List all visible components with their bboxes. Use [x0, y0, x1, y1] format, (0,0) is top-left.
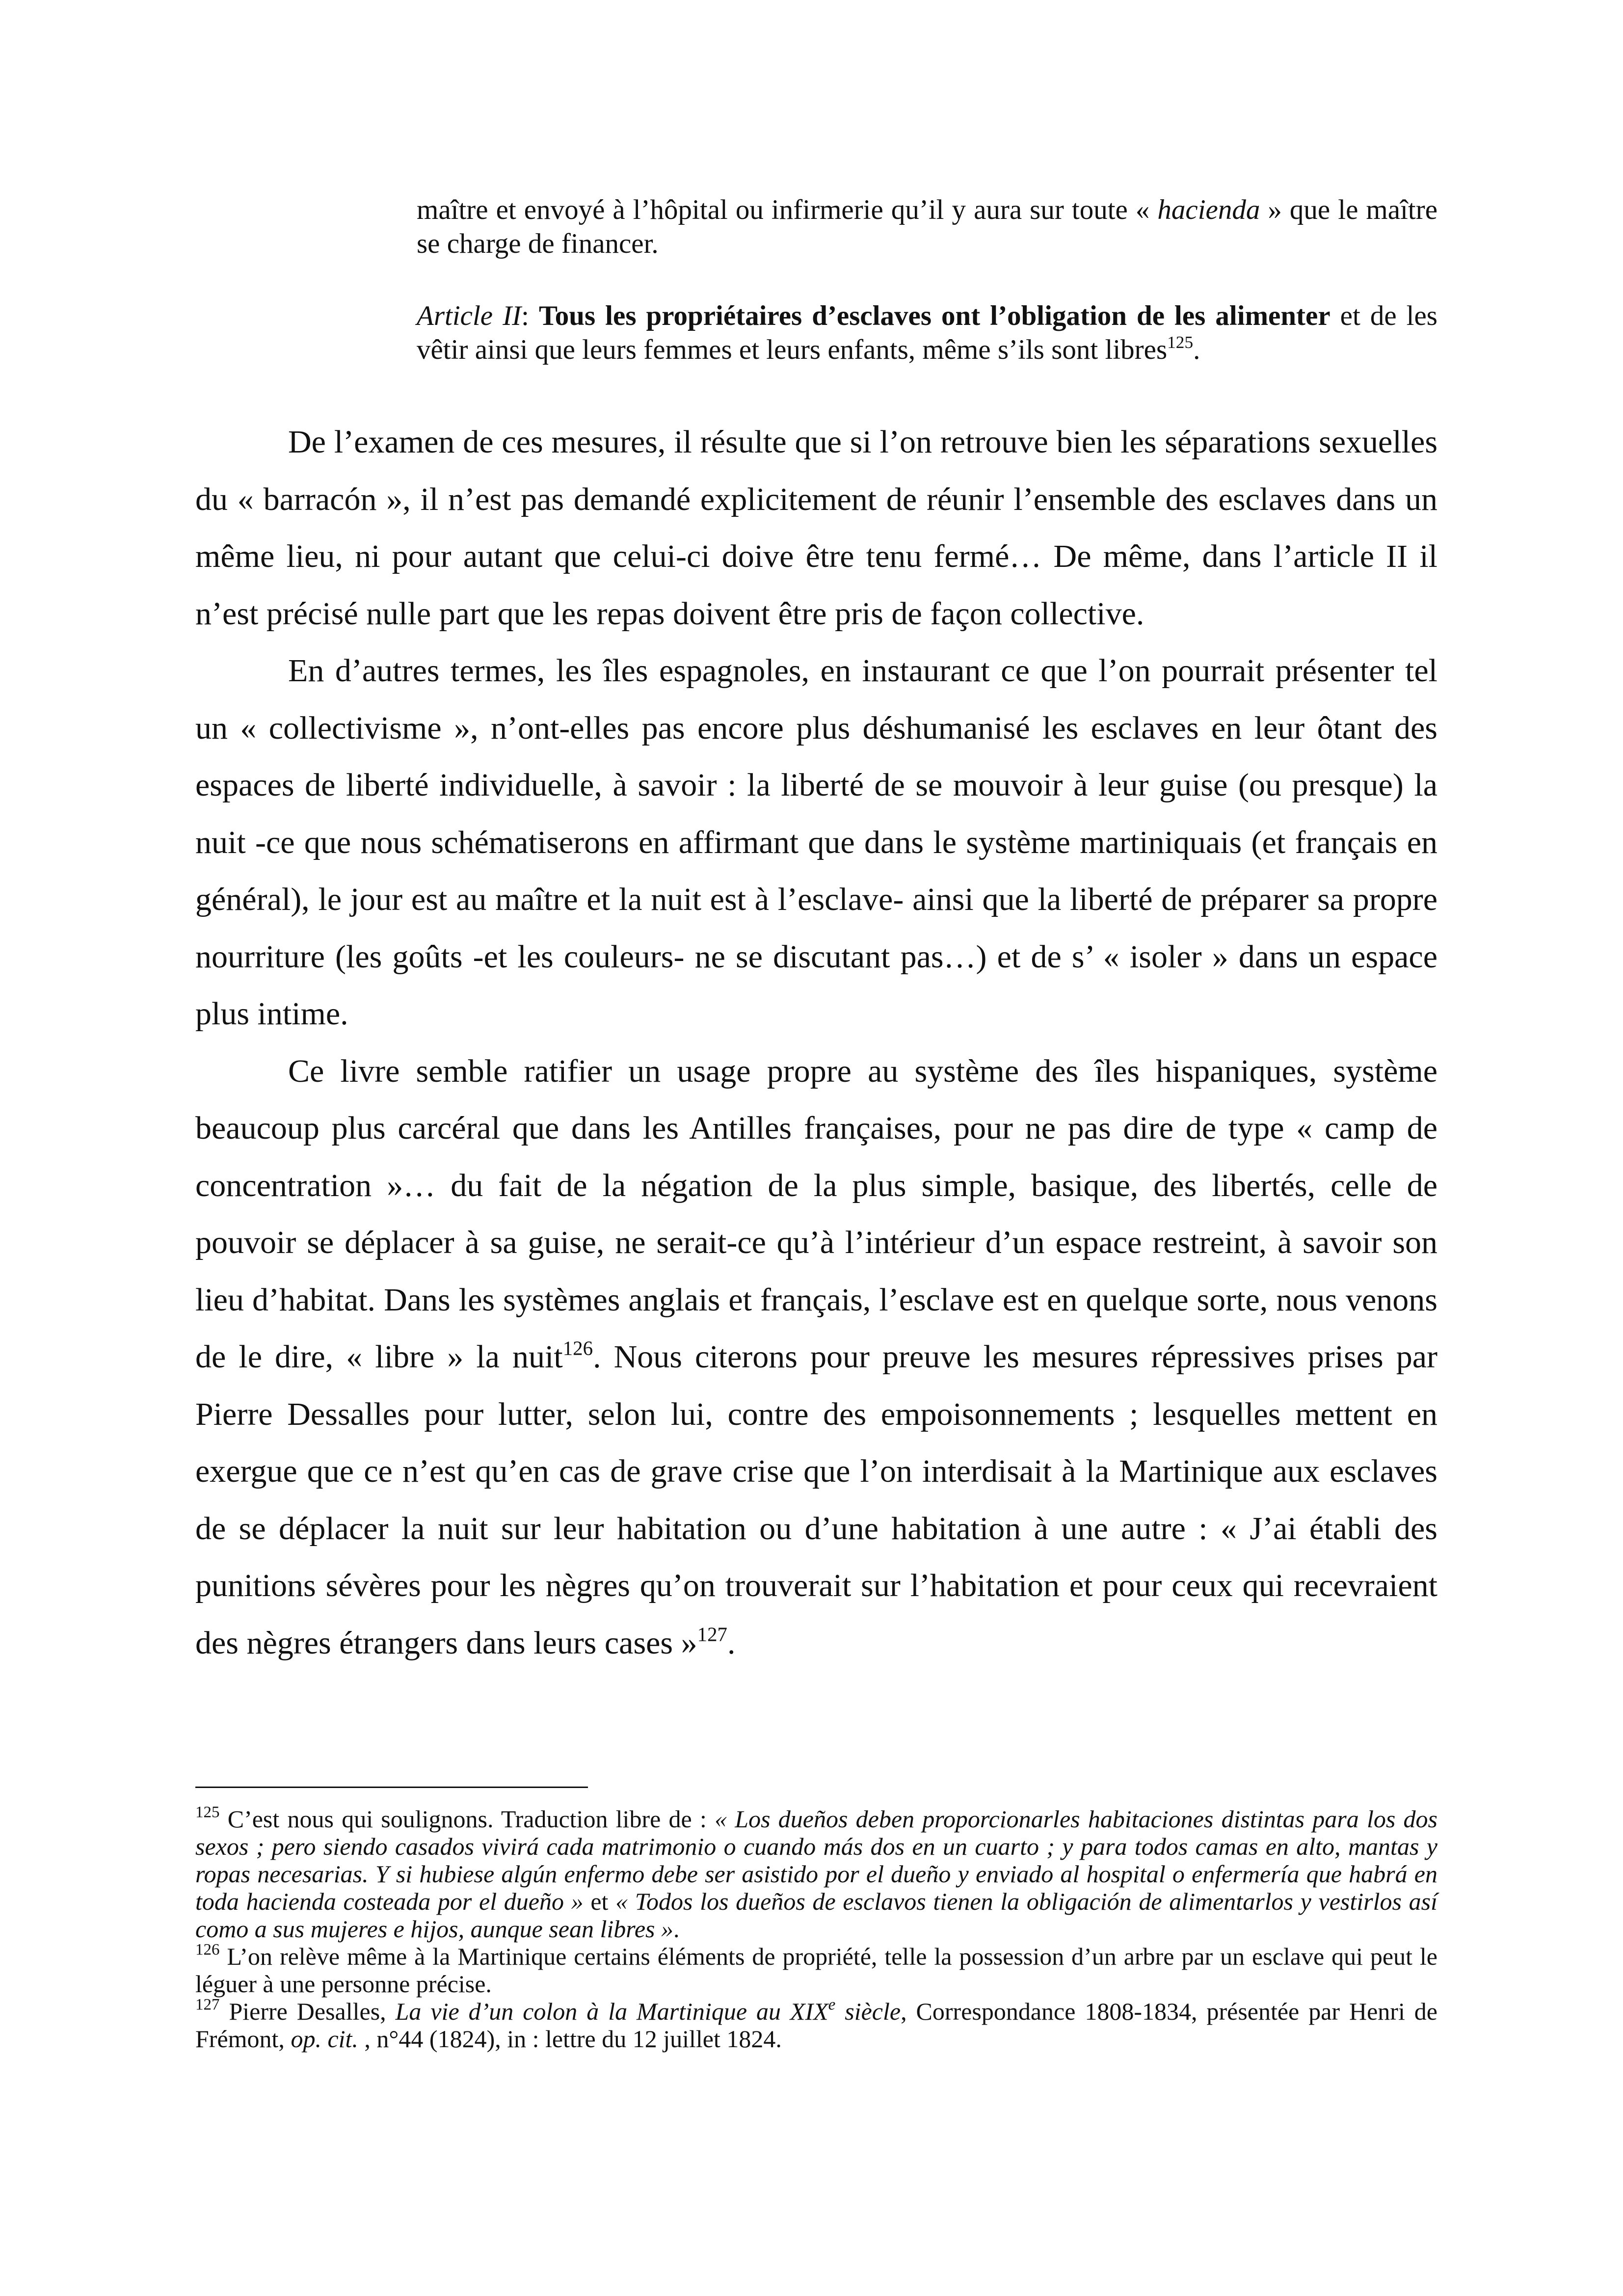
footnote-number: 125 [195, 1803, 220, 1821]
footnotes [195, 1805, 1437, 2053]
footnote-ref-125[interactable]: 125 [1167, 333, 1194, 352]
article-label: Article II [417, 300, 522, 331]
footnote-text: . [673, 1915, 680, 1943]
footnote-125 [195, 1805, 1437, 1943]
footnote-text: Pierre Desalles, [219, 1998, 396, 2025]
footnote-text: , Correspondance 1808-1834, présentée par Henri de Frémont, [195, 1998, 1437, 2053]
paragraph-text: . Nous citerons pour preuve les mesures répressives prises par Pierre Dessalles pour lutter, selon lui, contre des empoisonnements ; lesquelles mettent en exergue que ce n’est qu’en cas de grave crise que l’on interdisait à la Martinique aux esclaves de se déplacer la nuit sur leur habitation ou d’une habitation à une autre : « J’ai établi des punitions sévères pour les nègres qu’on trouverait sur l’habitation et pour ceux qui recevraient des nègres étrangers dans leurs cases » [195, 1339, 1437, 1661]
quote-text: . [1193, 334, 1200, 365]
century-superscript: e [828, 1996, 836, 2014]
paragraph-text: Ce livre semble ratifier un usage propre au système des îles hispaniques, système beaucoup plus carcéral que dans les Antilles françaises, pour ne pas dire de type « camp de concentration »… du fait de la négation de la plus simple, basique, des libertés, celle de pouvoir se déplacer à sa guise, ne serait-ce qu’à l’intérieur d’un espace restreint, à savoir son lieu d’habitat. Dans les systèmes anglais et français, l’esclave est en quelque sorte, nous venons de le dire, « libre » la nuit [195, 1053, 1437, 1375]
footnote-book-title: siècle [835, 1998, 901, 2025]
footnote-number: 126 [195, 1941, 220, 1959]
footnote-spanish-quote: « Los dueños deben proporcionarles habitaciones distintas para los dos sexos ; pero siendo casados vivirá cada matrimonio o cuando más dos en un cuarto ; y para todos camas en alto, mantas y ropas necesarias. Y si hubiese algún enfermo debe ser asistido por el dueño y enviado al hospital o enfermería que habrá en toda hacienda costeada por el dueño » [195, 1805, 1438, 1915]
body-paragraph-3 [195, 1043, 1437, 1672]
footnote-ref-126[interactable]: 126 [562, 1337, 593, 1360]
footnote-text: et [583, 1888, 616, 1915]
footnote-book-title: La vie d’un colon à la Martinique au XIX [395, 1998, 828, 2025]
quote-italic-term: hacienda [1157, 194, 1260, 225]
quote-text: » que le maître se charge de financer. [417, 194, 1437, 259]
quote-text: maître et envoyé à l’hôpital ou infirmerie qu’il y aura sur toute « [417, 194, 1158, 225]
body-text [195, 414, 1437, 1672]
footnote-text: C’est nous qui soulignons. Traduction libre de : [219, 1805, 715, 1833]
quote-emphasis: Tous les propriétaires d’esclaves ont l’obligation de les alimenter [538, 300, 1330, 331]
footnote-126 [195, 1943, 1437, 1998]
footnote-number: 127 [195, 1996, 220, 2014]
footnote-ref-127[interactable]: 127 [697, 1623, 727, 1646]
paragraph-text: . [727, 1625, 736, 1661]
footnote-127 [195, 1998, 1437, 2053]
footnote-op-cit: op. cit. [291, 2025, 358, 2053]
quote-text: et de les vêtir ainsi que leurs femmes et leurs enfants, même s’ils sont libres [417, 300, 1437, 365]
quoted-article-ii [417, 299, 1437, 367]
footnote-text: L’on relève même à la Martinique certains éléments de propriété, telle la possession d’un arbre par un esclave qui peut le léguer à une personne précise. [195, 1943, 1437, 1998]
body-paragraph-2: En d’autres termes, les îles espagnoles, en instaurant ce que l’on pourrait présenter tel un « collectivisme », n’ont-elles pas encore plus déshumanisé les esclaves en leur ôtant des espaces de liberté individuelle, à savoir : la liberté de se mouvoir à leur guise (ou presque) la nuit -ce que nous schématiserons en affirmant que dans le système martiniquais (et français en général), le jour est au maître et la nuit est à l’esclave- ainsi que la liberté de préparer sa propre nourriture (les goûts -et les couleurs- ne se discutant pas…) et de s’ « isoler » dans un espace plus intime. [195, 653, 1437, 1032]
footnote-separator [195, 1787, 588, 1788]
footnote-spanish-quote: « Todos los dueños de esclavos tienen la obligación de alimentarlos y vestirlos así como a sus mujeres e hijos, aunque sean libres » [195, 1888, 1437, 1943]
quoted-decree-continuation [417, 193, 1437, 261]
quote-text: : [521, 300, 539, 331]
body-paragraph-1: De l’examen de ces mesures, il résulte que si l’on retrouve bien les séparations sexuelles du « barracón », il n’est pas demandé explicitement de réunir l’ensemble des esclaves dans un même lieu, ni pour autant que celui-ci doive être tenu fermé… De même, dans l’article II il n’est précisé nulle part que les repas doivent être pris de façon collective. [195, 424, 1437, 632]
footnote-text: , n°44 (1824), in : lettre du 12 juillet 1824. [358, 2025, 782, 2053]
